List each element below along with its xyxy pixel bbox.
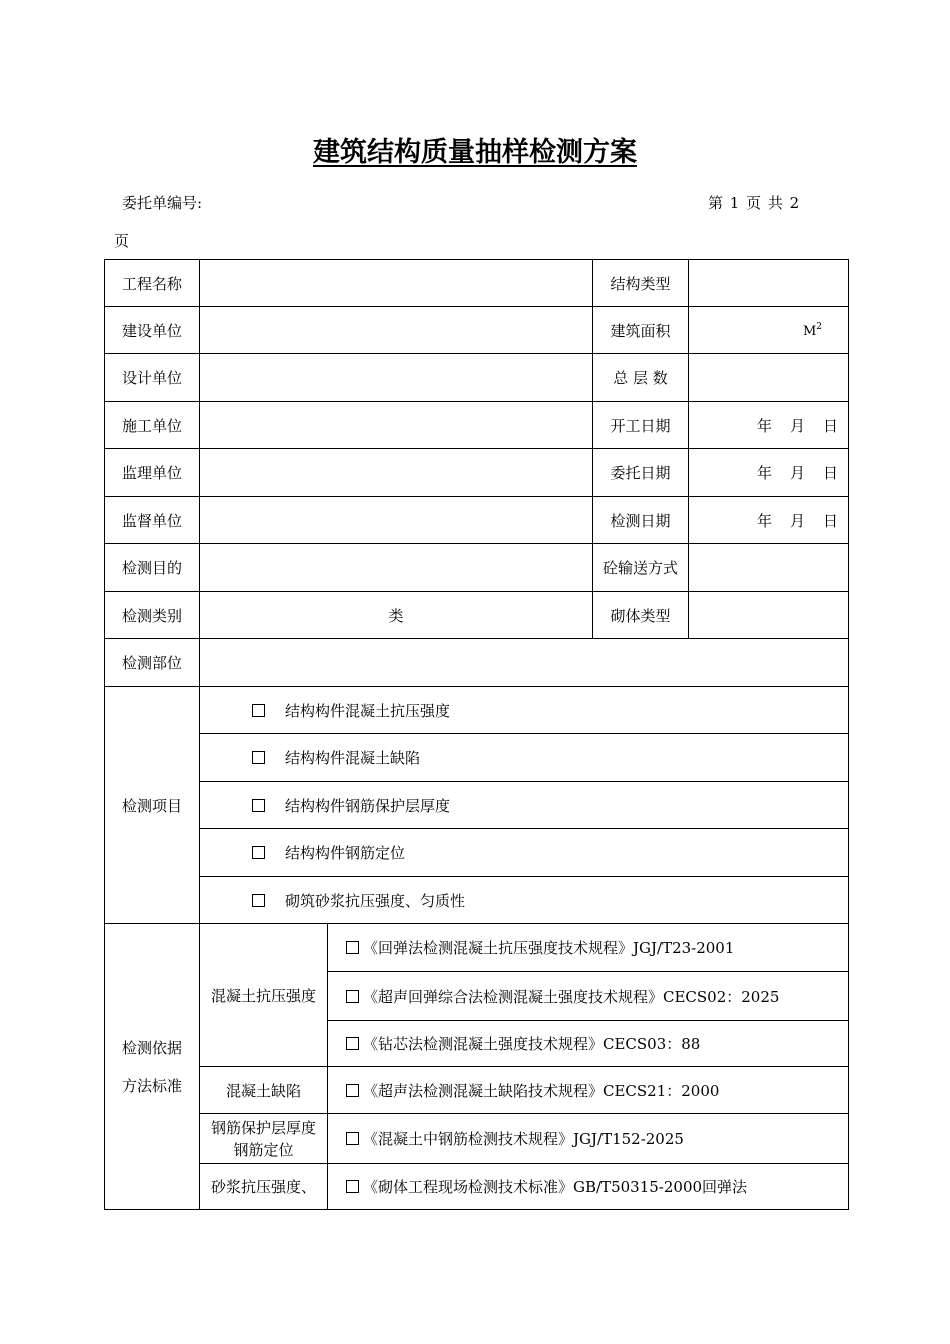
location-label: 检测部位 — [105, 639, 200, 687]
order-number-label: 委托单编号: — [122, 194, 203, 212]
standard-ref-label: 《砌体工程现场检测技术标准》GB/T50315-2000回弹法 — [363, 1178, 748, 1196]
structure-type-field[interactable] — [689, 260, 849, 307]
standard-ref-row — [328, 1114, 849, 1164]
document-title: 建筑结构质量抽样检测方案 — [313, 137, 637, 168]
builder-field[interactable] — [200, 307, 593, 354]
test-item-row — [200, 877, 849, 924]
test-item-label: 砌筑砂浆抗压强度、匀质性 — [285, 891, 466, 910]
standard-group-name: 砂浆抗压强度、 — [200, 1164, 328, 1210]
checkbox[interactable] — [346, 990, 359, 1003]
checkbox[interactable] — [252, 894, 265, 907]
checkbox[interactable] — [252, 846, 265, 859]
test-item-label: 结构构件混凝土缺陷 — [285, 749, 421, 767]
test-item-row — [200, 734, 849, 782]
test-item-label: 结构构件钢筋保护层厚度 — [285, 796, 451, 815]
project-name-field[interactable] — [200, 260, 593, 307]
standard-group-name-line2: 钢筋定位 — [233, 1140, 294, 1159]
page-indicator-wrap: 页 — [114, 232, 130, 250]
test-item-row — [200, 829, 849, 877]
standard-group-name: 混凝土抗压强度 — [200, 924, 328, 1067]
checkbox[interactable] — [252, 751, 265, 764]
constructor-field[interactable] — [200, 402, 593, 449]
project-name-label: 工程名称 — [105, 260, 200, 307]
area-unit-superscript: 2 — [816, 322, 822, 332]
designer-label: 设计单位 — [105, 354, 200, 402]
structure-type-label: 结构类型 — [593, 260, 689, 307]
test-item-label: 结构构件钢筋定位 — [285, 844, 406, 862]
constructor-label: 施工单位 — [105, 402, 200, 449]
year-label: 年 — [756, 511, 772, 530]
commission-date-label: 委托日期 — [593, 449, 689, 497]
standards-label-line2: 方法标准 — [121, 1076, 182, 1095]
category-label: 检测类别 — [105, 592, 200, 639]
location-field[interactable] — [200, 639, 849, 687]
masonry-type-field[interactable] — [689, 592, 849, 639]
start-date-label: 开工日期 — [593, 402, 689, 449]
standard-group-name-line1: 钢筋保护层厚度 — [210, 1118, 316, 1137]
building-area-label: 建筑面积 — [593, 307, 689, 354]
standard-ref-label: 《超声回弹综合法检测混凝土强度技术规程》CECS02：2025 — [363, 987, 780, 1006]
year-label: 年 — [756, 464, 772, 482]
month-label: 月 — [789, 416, 805, 435]
standard-ref-row — [328, 1164, 849, 1210]
page-indicator: 第 1 页 共 2 — [708, 194, 801, 212]
standard-ref-label: 《超声法检测混凝土缺陷技术规程》CECS21：2000 — [363, 1081, 720, 1100]
standard-group-name: 混凝土缺陷 — [200, 1067, 328, 1114]
masonry-type-label: 砌体类型 — [593, 592, 689, 639]
month-label: 月 — [789, 511, 805, 530]
building-area-field[interactable] — [689, 307, 849, 354]
checkbox[interactable] — [346, 1037, 359, 1050]
builder-label: 建设单位 — [105, 307, 200, 354]
day-label: 日 — [822, 511, 838, 530]
designer-field[interactable] — [200, 354, 593, 402]
purpose-field[interactable] — [200, 544, 593, 592]
day-label: 日 — [822, 464, 838, 482]
standard-group-name — [200, 1114, 328, 1164]
purpose-label: 检测目的 — [105, 544, 200, 592]
checkbox[interactable] — [252, 704, 265, 717]
year-label: 年 — [756, 416, 772, 435]
category-field[interactable]: 类 — [200, 592, 593, 639]
standard-ref-row — [328, 924, 849, 972]
concrete-transport-label: 砼输送方式 — [593, 544, 689, 592]
start-date-field[interactable] — [689, 402, 849, 449]
test-item-row — [200, 687, 849, 734]
checkbox[interactable] — [346, 1132, 359, 1145]
inspection-plan-table — [104, 259, 849, 1210]
commission-date-field[interactable] — [689, 449, 849, 497]
standard-ref-row — [328, 1021, 849, 1067]
standards-label-line1: 检测依据 — [121, 1038, 182, 1057]
supervisor-label: 监理单位 — [105, 449, 200, 497]
supervisor-field[interactable] — [200, 449, 593, 497]
standard-ref-row — [328, 972, 849, 1021]
standard-ref-label: 《钻芯法检测混凝土强度技术规程》CECS03：88 — [363, 1035, 701, 1053]
standard-ref-label: 《回弹法检测混凝土抗压强度技术规程》JGJ/T23-2001 — [363, 939, 735, 957]
test-items-label: 检测项目 — [105, 687, 200, 924]
test-item-row — [200, 782, 849, 829]
inspector-label: 监督单位 — [105, 497, 200, 544]
test-date-label: 检测日期 — [593, 497, 689, 544]
test-date-field[interactable] — [689, 497, 849, 544]
month-label: 月 — [789, 464, 805, 482]
area-unit: M — [802, 324, 817, 339]
inspector-field[interactable] — [200, 497, 593, 544]
standard-ref-row — [328, 1067, 849, 1114]
total-floors-field[interactable] — [689, 354, 849, 402]
checkbox[interactable] — [346, 1180, 359, 1193]
standards-label — [105, 924, 200, 1210]
checkbox[interactable] — [346, 1084, 359, 1097]
checkbox[interactable] — [252, 799, 265, 812]
standard-ref-label: 《混凝土中钢筋检测技术规程》JGJ/T152-2025 — [363, 1130, 684, 1148]
day-label: 日 — [822, 416, 838, 435]
checkbox[interactable] — [346, 941, 359, 954]
test-item-label: 结构构件混凝土抗压强度 — [285, 701, 451, 720]
concrete-transport-field[interactable] — [689, 544, 849, 592]
total-floors-label: 总 层 数 — [593, 354, 689, 402]
